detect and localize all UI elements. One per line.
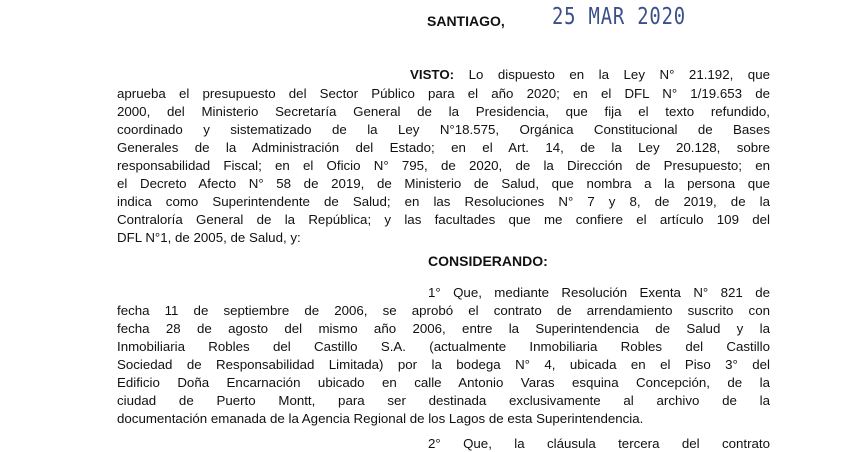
paragraph-1-line: Edificio Doña Encarnación ubicado en calle Antonio Varas esquina Concepción, de la (117, 375, 770, 390)
visto-line: aprueba el presupuesto del Sector Público para el año 2020; en el DFL N° 1/19.653 de (117, 86, 770, 101)
visto-last-line: DFL N°1, de 2005, de Salud, y: (117, 230, 301, 245)
visto-line: el Decreto Afecto N° 58 de 2019, de Ministerio de Salud, que nombra a la persona que (117, 176, 770, 191)
visto-first-line (410, 67, 770, 83)
paragraph-1-line: fecha 28 de agosto del mismo año 2006, entre la Superintendencia de Salud y la (117, 321, 770, 336)
paragraph-1-line: fecha 11 de septiembre de 2006, se aprobó el contrato de arrendamiento suscrito con (117, 303, 770, 318)
date-stamp: 25 MAR 2020 (552, 4, 686, 30)
visto-first-line-text: Lo dispuesto en la Ley N° 21.192, que (454, 67, 770, 82)
visto-label: VISTO: (410, 67, 455, 82)
visto-line: Generales de la Administración del Estado; en el Art. 14, de la Ley 20.128, sobre (117, 140, 770, 155)
paragraph-1-line: Sociedad de Responsabilidad Limitada) por la bodega N° 4, ubicada en el Piso 3° del (117, 357, 770, 372)
visto-line: responsabilidad Fiscal; en el Oficio N° 795, de 2020, de la Dirección de Presupuesto; en (117, 158, 770, 173)
visto-line: indica como Superintendente de Salud; en las Resoluciones N° 7 y 8, de 2019, de la (117, 194, 770, 209)
paragraph-1-first-line: 1° Que, mediante Resolución Exenta N° 821 de (428, 285, 770, 300)
paragraph-2-first-line: 2° Que, la cláusula tercera del contrato (428, 436, 770, 451)
considerando-heading: CONSIDERANDO: (428, 253, 548, 269)
visto-line: 2000, del Ministerio Secretaría General de la Presidencia, que fija el texto refundido, (117, 104, 770, 119)
paragraph-1-line: ciudad de Puerto Montt, para ser destinada exclusivamente al archivo de la (117, 393, 770, 408)
paragraph-1-line: Inmobiliaria Robles del Castillo S.A. (actualmente Inmobiliaria Robles del Castillo (117, 339, 770, 354)
document-city: SANTIAGO, (427, 13, 505, 29)
paragraph-1-last-line: documentación emanada de la Agencia Regional de los Lagos de esta Superintendencia. (117, 411, 644, 426)
visto-line: coordinado y sistematizado de la Ley N°18.575, Orgánica Constitucional de Bases (117, 122, 770, 137)
visto-line: Contraloría General de la República; y las facultades que me confiere el artículo 109 del (117, 212, 770, 227)
